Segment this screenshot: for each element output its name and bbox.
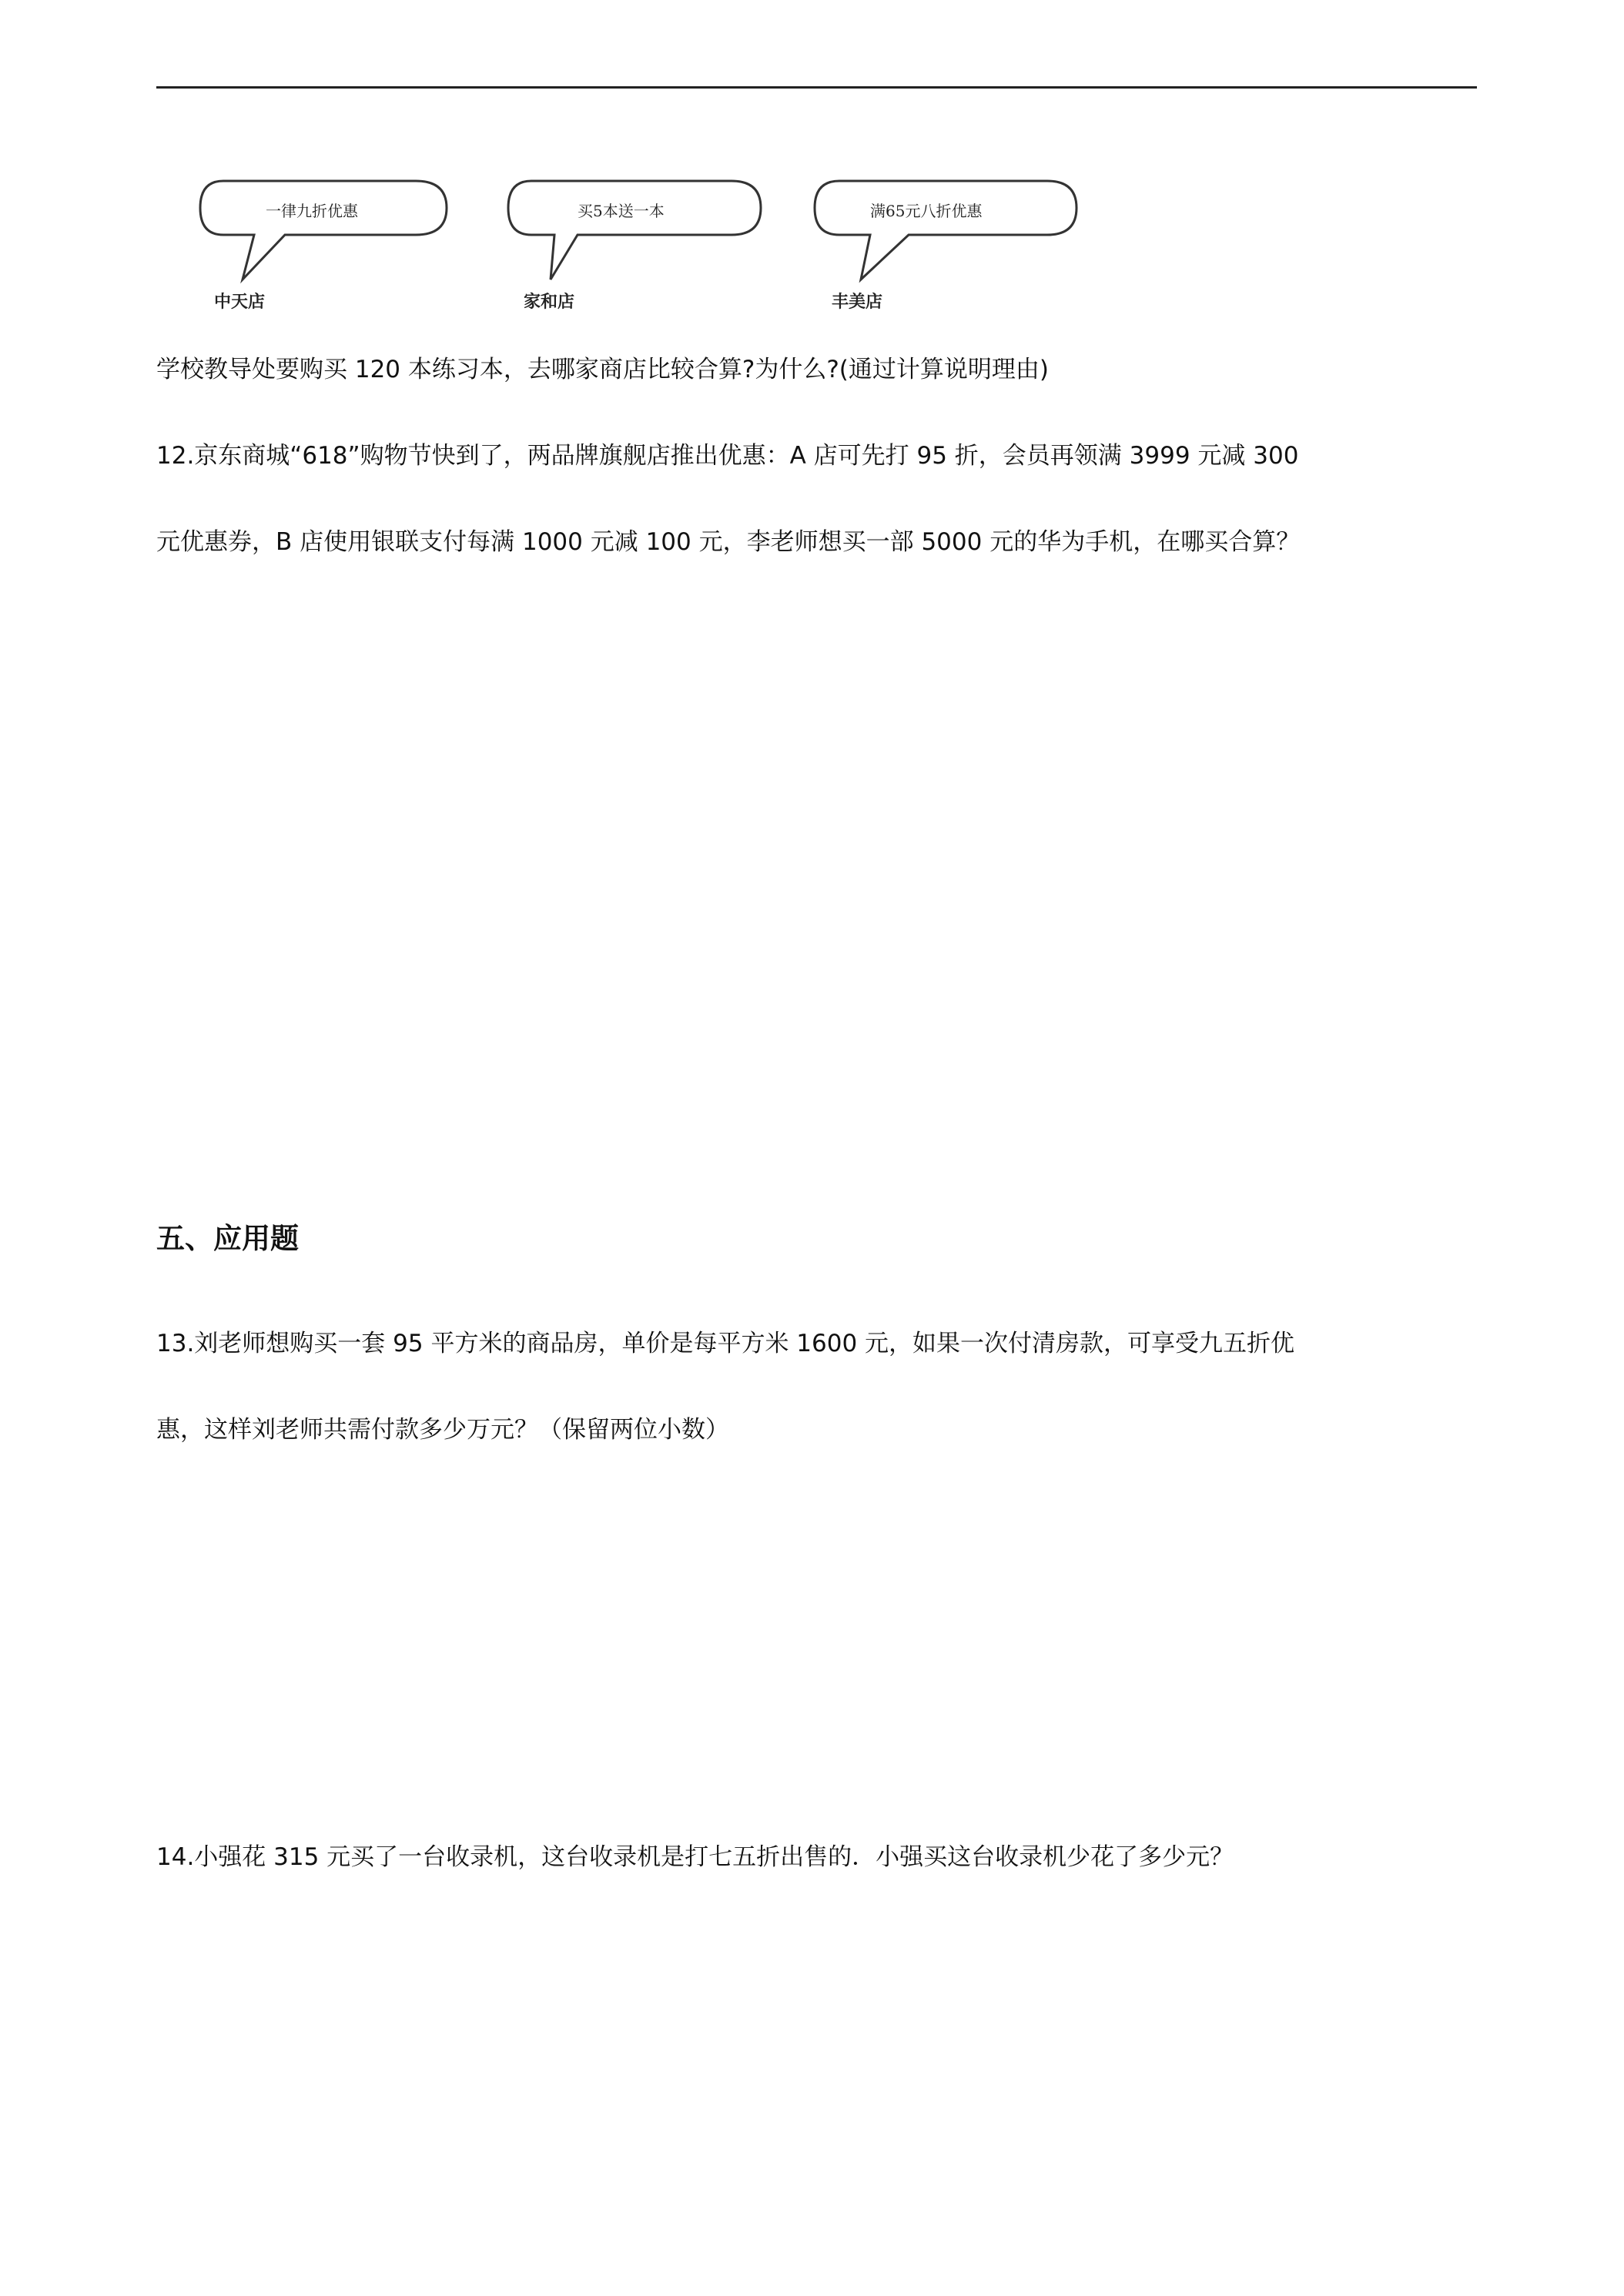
question-12-line-1: 12.京东商城“618”购物节快到了，两品牌旗舰店推出优惠：A 店可先打 95 折，会员再领满 3999 元减 300 — [156, 442, 1299, 470]
question-11-text: 学校教导处要购买 120 本练习本，去哪家商店比较合算?为什么?(通过计算说明理由) — [156, 356, 1049, 383]
bubble-text-3: 满65元八折优惠 — [870, 202, 983, 220]
store-name-2: 家和店 — [524, 292, 575, 312]
bubble-text-1: 一律九折优惠 — [266, 202, 358, 220]
section-5-title: 五、应用题 — [156, 1222, 299, 1255]
bubble-text-2: 买5本送一本 — [578, 202, 665, 220]
question-14-text: 14.小强花 315 元买了一台收录机，这台收录机是打七五折出售的．小强买这台收录机少花了多少元？ — [156, 1843, 1234, 1871]
speech-bubble-1 — [193, 173, 1086, 327]
question-12-line-2: 元优惠券，B 店使用银联支付每满 1000 元减 100 元，李老师想买一部 5000 元的华为手机，在哪买合算？ — [156, 528, 1301, 556]
question-13-line-1: 13.刘老师想购买一套 95 平方米的商品房，单价是每平方米 1600 元，如果一次付清房款，可享受九五折优 — [156, 1330, 1295, 1357]
header-rule — [156, 86, 1477, 89]
speech-bubble-outline-1 — [200, 181, 447, 279]
store-promotions-figure — [193, 173, 1086, 327]
question-13-line-2: 惠，这样刘老师共需付款多少万元？（保留两位小数） — [156, 1416, 729, 1444]
store-name-1: 中天店 — [214, 292, 266, 312]
speech-bubble-outline-3 — [815, 181, 1077, 279]
store-name-3: 丰美店 — [832, 292, 883, 312]
speech-bubble-outline-2 — [508, 181, 761, 279]
